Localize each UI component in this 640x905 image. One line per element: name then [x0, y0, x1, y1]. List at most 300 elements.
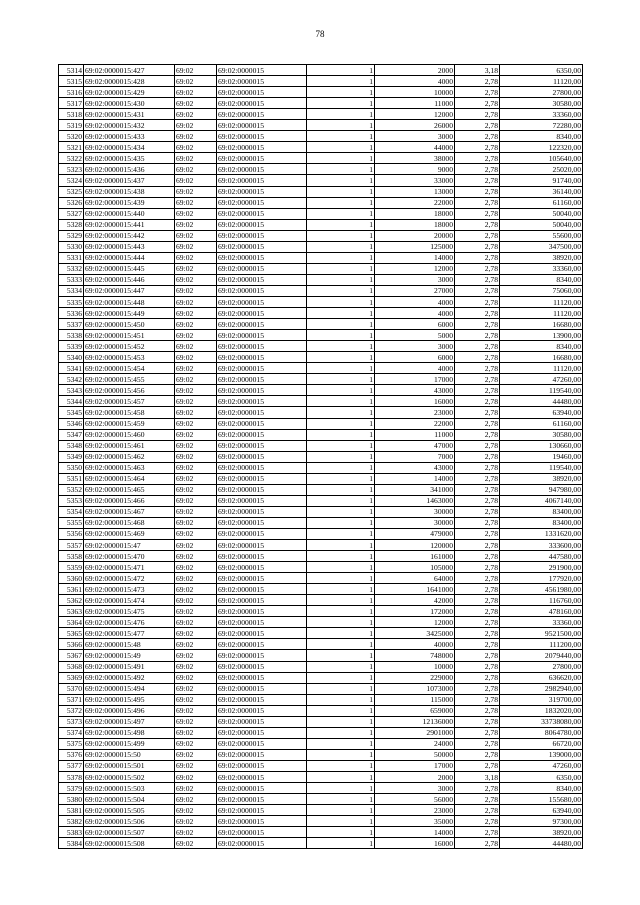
cadastral-number-cell: 69:02:0000015:455: [84, 374, 175, 385]
district-code-cell: 69:02: [175, 153, 217, 164]
rate-cell: 2,78: [455, 396, 500, 407]
table-row: [59, 484, 583, 495]
cadastral-value-cell: 139000,00: [500, 749, 583, 760]
rate-cell: 2,78: [455, 374, 500, 385]
row-number-cell: 5314: [59, 65, 84, 76]
cadastral-block-cell: 69:02:0000015: [217, 65, 307, 76]
row-number-cell: 5365: [59, 628, 84, 639]
cadastral-number-cell: 69:02:0000015:454: [84, 363, 175, 374]
district-code-cell: 69:02: [175, 418, 217, 429]
row-number-cell: 5357: [59, 540, 84, 551]
district-code-cell: 69:02: [175, 551, 217, 562]
district-code-cell: 69:02: [175, 230, 217, 241]
district-code-cell: 69:02: [175, 341, 217, 352]
rate-cell: 2,78: [455, 330, 500, 341]
count-cell: 1: [307, 551, 375, 562]
district-code-cell: 69:02: [175, 794, 217, 805]
cadastral-block-cell: 69:02:0000015: [217, 827, 307, 838]
row-number-cell: 5360: [59, 573, 84, 584]
count-cell: 1: [307, 650, 375, 661]
count-cell: 1: [307, 805, 375, 816]
cadastral-number-cell: 69:02:0000015:446: [84, 274, 175, 285]
row-number-cell: 5375: [59, 738, 84, 749]
rate-cell: 2,78: [455, 661, 500, 672]
count-cell: 1: [307, 639, 375, 650]
row-number-cell: 5319: [59, 120, 84, 131]
district-code-cell: 69:02: [175, 506, 217, 517]
cadastral-value-cell: 333600,00: [500, 540, 583, 551]
area-cell: 2000: [375, 772, 455, 783]
district-code-cell: 69:02: [175, 109, 217, 120]
rate-cell: 2,78: [455, 451, 500, 462]
area-cell: 161000: [375, 551, 455, 562]
cadastral-block-cell: 69:02:0000015: [217, 595, 307, 606]
row-number-cell: 5337: [59, 319, 84, 330]
table-row: [59, 562, 583, 573]
cadastral-value-cell: 91740,00: [500, 175, 583, 186]
area-cell: 4000: [375, 308, 455, 319]
cadastral-block-cell: 69:02:0000015: [217, 296, 307, 307]
cadastral-block-cell: 69:02:0000015: [217, 584, 307, 595]
cadastral-number-cell: 69:02:0000015:443: [84, 241, 175, 252]
cadastral-number-cell: 69:02:0000015:449: [84, 308, 175, 319]
cadastral-number-cell: 69:02:0000015:458: [84, 407, 175, 418]
rate-cell: 2,78: [455, 473, 500, 484]
count-cell: 1: [307, 517, 375, 528]
count-cell: 1: [307, 418, 375, 429]
cadastral-value-cell: 16680,00: [500, 352, 583, 363]
cadastral-block-cell: 69:02:0000015: [217, 838, 307, 849]
cadastral-block-cell: 69:02:0000015: [217, 252, 307, 263]
district-code-cell: 69:02: [175, 749, 217, 760]
table-row: [59, 142, 583, 153]
table-row: [59, 396, 583, 407]
cadastral-block-cell: 69:02:0000015: [217, 263, 307, 274]
area-cell: 30000: [375, 506, 455, 517]
cadastral-value-cell: 63940,00: [500, 407, 583, 418]
district-code-cell: 69:02: [175, 296, 217, 307]
cadastral-number-cell: 69:02:0000015:465: [84, 484, 175, 495]
rate-cell: 2,78: [455, 263, 500, 274]
row-number-cell: 5366: [59, 639, 84, 650]
cadastral-block-cell: 69:02:0000015: [217, 783, 307, 794]
row-number-cell: 5338: [59, 330, 84, 341]
cadastral-number-cell: 69:02:0000015:50: [84, 749, 175, 760]
cadastral-value-cell: 478160,00: [500, 606, 583, 617]
area-cell: 3425000: [375, 628, 455, 639]
table-row: [59, 639, 583, 650]
table-row: [59, 650, 583, 661]
cadastral-value-cell: 66720,00: [500, 738, 583, 749]
district-code-cell: 69:02: [175, 374, 217, 385]
district-code-cell: 69:02: [175, 330, 217, 341]
table-row: [59, 738, 583, 749]
table-row: [59, 727, 583, 738]
table-row: [59, 296, 583, 307]
rate-cell: 2,78: [455, 805, 500, 816]
count-cell: 1: [307, 363, 375, 374]
table-row: [59, 683, 583, 694]
count-cell: 1: [307, 385, 375, 396]
row-number-cell: 5318: [59, 109, 84, 120]
cadastral-number-cell: 69:02:0000015:466: [84, 495, 175, 506]
cadastral-block-cell: 69:02:0000015: [217, 274, 307, 285]
rate-cell: 2,78: [455, 352, 500, 363]
cadastral-value-cell: 2982940,00: [500, 683, 583, 694]
count-cell: 1: [307, 838, 375, 849]
cadastral-value-cell: 105640,00: [500, 153, 583, 164]
cadastral-number-cell: 69:02:0000015:474: [84, 595, 175, 606]
table-row: [59, 517, 583, 528]
rate-cell: 2,78: [455, 429, 500, 440]
cadastral-value-cell: 9521500,00: [500, 628, 583, 639]
table-row: [59, 805, 583, 816]
row-number-cell: 5336: [59, 308, 84, 319]
cadastral-value-cell: 61160,00: [500, 197, 583, 208]
district-code-cell: 69:02: [175, 208, 217, 219]
row-number-cell: 5320: [59, 131, 84, 142]
cadastral-value-cell: 8064780,00: [500, 727, 583, 738]
count-cell: 1: [307, 661, 375, 672]
cadastral-value-table: [58, 64, 583, 849]
area-cell: 40000: [375, 639, 455, 650]
count-cell: 1: [307, 296, 375, 307]
cadastral-block-cell: 69:02:0000015: [217, 142, 307, 153]
table-row: [59, 385, 583, 396]
cadastral-value-cell: 30580,00: [500, 98, 583, 109]
cadastral-number-cell: 69:02:0000015:457: [84, 396, 175, 407]
cadastral-value-cell: 11120,00: [500, 76, 583, 87]
count-cell: 1: [307, 252, 375, 263]
rate-cell: 2,78: [455, 705, 500, 716]
cadastral-number-cell: 69:02:0000015:444: [84, 252, 175, 263]
cadastral-value-cell: 177920,00: [500, 573, 583, 584]
cadastral-value-cell: 44480,00: [500, 396, 583, 407]
area-cell: 12000: [375, 263, 455, 274]
cadastral-value-cell: 33360,00: [500, 617, 583, 628]
cadastral-value-cell: 447580,00: [500, 551, 583, 562]
area-cell: 20000: [375, 230, 455, 241]
area-cell: 17000: [375, 760, 455, 771]
cadastral-block-cell: 69:02:0000015: [217, 120, 307, 131]
table-row: [59, 617, 583, 628]
table-row: [59, 230, 583, 241]
area-cell: 22000: [375, 418, 455, 429]
count-cell: 1: [307, 131, 375, 142]
count-cell: 1: [307, 749, 375, 760]
cadastral-number-cell: 69:02:0000015:447: [84, 285, 175, 296]
count-cell: 1: [307, 330, 375, 341]
rate-cell: 2,78: [455, 285, 500, 296]
rate-cell: 2,78: [455, 749, 500, 760]
row-number-cell: 5342: [59, 374, 84, 385]
district-code-cell: 69:02: [175, 484, 217, 495]
rate-cell: 2,78: [455, 341, 500, 352]
count-cell: 1: [307, 164, 375, 175]
row-number-cell: 5340: [59, 352, 84, 363]
row-number-cell: 5356: [59, 528, 84, 539]
area-cell: 1463000: [375, 495, 455, 506]
table-row: [59, 341, 583, 352]
cadastral-block-cell: 69:02:0000015: [217, 639, 307, 650]
area-cell: 748000: [375, 650, 455, 661]
cadastral-block-cell: 69:02:0000015: [217, 407, 307, 418]
district-code-cell: 69:02: [175, 772, 217, 783]
table-row: [59, 98, 583, 109]
rate-cell: 2,78: [455, 274, 500, 285]
cadastral-value-cell: 636620,00: [500, 672, 583, 683]
cadastral-block-cell: 69:02:0000015: [217, 506, 307, 517]
cadastral-block-cell: 69:02:0000015: [217, 573, 307, 584]
area-cell: 24000: [375, 738, 455, 749]
table-row: [59, 705, 583, 716]
cadastral-block-cell: 69:02:0000015: [217, 650, 307, 661]
cadastral-number-cell: 69:02:0000015:507: [84, 827, 175, 838]
cadastral-number-cell: 69:02:0000015:442: [84, 230, 175, 241]
cadastral-number-cell: 69:02:0000015:475: [84, 606, 175, 617]
area-cell: 6000: [375, 352, 455, 363]
rate-cell: 2,78: [455, 109, 500, 120]
district-code-cell: 69:02: [175, 385, 217, 396]
cadastral-number-cell: 69:02:0000015:470: [84, 551, 175, 562]
row-number-cell: 5367: [59, 650, 84, 661]
count-cell: 1: [307, 341, 375, 352]
area-cell: 26000: [375, 120, 455, 131]
table-row: [59, 418, 583, 429]
table-row: [59, 816, 583, 827]
area-cell: 229000: [375, 672, 455, 683]
row-number-cell: 5372: [59, 705, 84, 716]
cadastral-value-cell: 8340,00: [500, 131, 583, 142]
cadastral-block-cell: 69:02:0000015: [217, 429, 307, 440]
row-number-cell: 5326: [59, 197, 84, 208]
count-cell: 1: [307, 617, 375, 628]
district-code-cell: 69:02: [175, 319, 217, 330]
cadastral-number-cell: 69:02:0000015:463: [84, 462, 175, 473]
area-cell: 14000: [375, 473, 455, 484]
row-number-cell: 5355: [59, 517, 84, 528]
rate-cell: 2,78: [455, 76, 500, 87]
count-cell: 1: [307, 352, 375, 363]
cadastral-block-cell: 69:02:0000015: [217, 772, 307, 783]
table-row: [59, 606, 583, 617]
rate-cell: 2,78: [455, 164, 500, 175]
table-row: [59, 219, 583, 230]
table-row: [59, 109, 583, 120]
count-cell: 1: [307, 175, 375, 186]
table-row: [59, 263, 583, 274]
cadastral-number-cell: 69:02:0000015:477: [84, 628, 175, 639]
cadastral-value-cell: 33738080,00: [500, 716, 583, 727]
rate-cell: 2,78: [455, 528, 500, 539]
cadastral-number-cell: 69:02:0000015:440: [84, 208, 175, 219]
table-row: [59, 440, 583, 451]
district-code-cell: 69:02: [175, 562, 217, 573]
cadastral-block-cell: 69:02:0000015: [217, 76, 307, 87]
table-row: [59, 573, 583, 584]
cadastral-block-cell: 69:02:0000015: [217, 484, 307, 495]
count-cell: 1: [307, 595, 375, 606]
cadastral-value-cell: 291900,00: [500, 562, 583, 573]
rate-cell: 2,78: [455, 540, 500, 551]
rate-cell: 2,78: [455, 418, 500, 429]
district-code-cell: 69:02: [175, 308, 217, 319]
district-code-cell: 69:02: [175, 87, 217, 98]
area-cell: 341000: [375, 484, 455, 495]
district-code-cell: 69:02: [175, 661, 217, 672]
row-number-cell: 5353: [59, 495, 84, 506]
district-code-cell: 69:02: [175, 816, 217, 827]
cadastral-number-cell: 69:02:0000015:502: [84, 772, 175, 783]
cadastral-value-cell: 4067140,00: [500, 495, 583, 506]
cadastral-value-cell: 11120,00: [500, 308, 583, 319]
area-cell: 659000: [375, 705, 455, 716]
table-row: [59, 429, 583, 440]
row-number-cell: 5343: [59, 385, 84, 396]
district-code-cell: 69:02: [175, 683, 217, 694]
district-code-cell: 69:02: [175, 352, 217, 363]
district-code-cell: 69:02: [175, 495, 217, 506]
cadastral-number-cell: 69:02:0000015:429: [84, 87, 175, 98]
area-cell: 11000: [375, 429, 455, 440]
row-number-cell: 5345: [59, 407, 84, 418]
district-code-cell: 69:02: [175, 783, 217, 794]
district-code-cell: 69:02: [175, 363, 217, 374]
row-number-cell: 5371: [59, 694, 84, 705]
row-number-cell: 5376: [59, 749, 84, 760]
cadastral-number-cell: 69:02:0000015:432: [84, 120, 175, 131]
rate-cell: 2,78: [455, 672, 500, 683]
rate-cell: 2,78: [455, 562, 500, 573]
cadastral-value-cell: 13900,00: [500, 330, 583, 341]
table-row: [59, 407, 583, 418]
table-row: [59, 153, 583, 164]
area-cell: 16000: [375, 396, 455, 407]
rate-cell: 3,18: [455, 65, 500, 76]
count-cell: 1: [307, 760, 375, 771]
area-cell: 3000: [375, 274, 455, 285]
table-row: [59, 473, 583, 484]
cadastral-value-cell: 16680,00: [500, 319, 583, 330]
cadastral-value-cell: 8340,00: [500, 341, 583, 352]
cadastral-number-cell: 69:02:0000015:508: [84, 838, 175, 849]
area-cell: 35000: [375, 816, 455, 827]
area-cell: 30000: [375, 517, 455, 528]
cadastral-value-cell: 11120,00: [500, 296, 583, 307]
area-cell: 50000: [375, 749, 455, 760]
district-code-cell: 69:02: [175, 274, 217, 285]
table-row: [59, 252, 583, 263]
cadastral-value-cell: 38920,00: [500, 473, 583, 484]
district-code-cell: 69:02: [175, 639, 217, 650]
cadastral-block-cell: 69:02:0000015: [217, 617, 307, 628]
count-cell: 1: [307, 573, 375, 584]
row-number-cell: 5354: [59, 506, 84, 517]
rate-cell: 2,78: [455, 407, 500, 418]
rate-cell: 2,78: [455, 584, 500, 595]
rate-cell: 2,78: [455, 827, 500, 838]
cadastral-number-cell: 69:02:0000015:452: [84, 341, 175, 352]
row-number-cell: 5349: [59, 451, 84, 462]
count-cell: 1: [307, 738, 375, 749]
table-row: [59, 838, 583, 849]
table-row: [59, 319, 583, 330]
row-number-cell: 5323: [59, 164, 84, 175]
count-cell: 1: [307, 694, 375, 705]
cadastral-block-cell: 69:02:0000015: [217, 517, 307, 528]
count-cell: 1: [307, 98, 375, 109]
row-number-cell: 5379: [59, 783, 84, 794]
cadastral-number-cell: 69:02:0000015:445: [84, 263, 175, 274]
area-cell: 18000: [375, 208, 455, 219]
count-cell: 1: [307, 827, 375, 838]
rate-cell: 2,78: [455, 650, 500, 661]
cadastral-block-cell: 69:02:0000015: [217, 606, 307, 617]
row-number-cell: 5315: [59, 76, 84, 87]
cadastral-number-cell: 69:02:0000015:476: [84, 617, 175, 628]
count-cell: 1: [307, 241, 375, 252]
rate-cell: 2,78: [455, 197, 500, 208]
area-cell: 4000: [375, 296, 455, 307]
cadastral-block-cell: 69:02:0000015: [217, 87, 307, 98]
row-number-cell: 5325: [59, 186, 84, 197]
cadastral-value-cell: 6350,00: [500, 772, 583, 783]
row-number-cell: 5329: [59, 230, 84, 241]
row-number-cell: 5344: [59, 396, 84, 407]
table-row: [59, 208, 583, 219]
area-cell: 3000: [375, 131, 455, 142]
rate-cell: 2,78: [455, 131, 500, 142]
cadastral-block-cell: 69:02:0000015: [217, 562, 307, 573]
cadastral-block-cell: 69:02:0000015: [217, 109, 307, 120]
row-number-cell: 5316: [59, 87, 84, 98]
district-code-cell: 69:02: [175, 672, 217, 683]
row-number-cell: 5321: [59, 142, 84, 153]
area-cell: 16000: [375, 838, 455, 849]
area-cell: 2901000: [375, 727, 455, 738]
district-code-cell: 69:02: [175, 219, 217, 230]
cadastral-number-cell: 69:02:0000015:49: [84, 650, 175, 661]
row-number-cell: 5331: [59, 252, 84, 263]
cadastral-block-cell: 69:02:0000015: [217, 197, 307, 208]
count-cell: 1: [307, 263, 375, 274]
cadastral-number-cell: 69:02:0000015:448: [84, 296, 175, 307]
cadastral-number-cell: 69:02:0000015:497: [84, 716, 175, 727]
table-row: [59, 584, 583, 595]
district-code-cell: 69:02: [175, 263, 217, 274]
cadastral-number-cell: 69:02:0000015:498: [84, 727, 175, 738]
rate-cell: 3,18: [455, 772, 500, 783]
table-row: [59, 672, 583, 683]
cadastral-number-cell: 69:02:0000015:461: [84, 440, 175, 451]
rate-cell: 2,78: [455, 838, 500, 849]
area-cell: 13000: [375, 186, 455, 197]
cadastral-number-cell: 69:02:0000015:504: [84, 794, 175, 805]
area-cell: 10000: [375, 661, 455, 672]
count-cell: 1: [307, 120, 375, 131]
table-row: [59, 540, 583, 551]
count-cell: 1: [307, 219, 375, 230]
count-cell: 1: [307, 716, 375, 727]
cadastral-block-cell: 69:02:0000015: [217, 794, 307, 805]
rate-cell: 2,78: [455, 296, 500, 307]
row-number-cell: 5322: [59, 153, 84, 164]
table-row: [59, 186, 583, 197]
count-cell: 1: [307, 528, 375, 539]
rate-cell: 2,78: [455, 716, 500, 727]
count-cell: 1: [307, 794, 375, 805]
district-code-cell: 69:02: [175, 473, 217, 484]
